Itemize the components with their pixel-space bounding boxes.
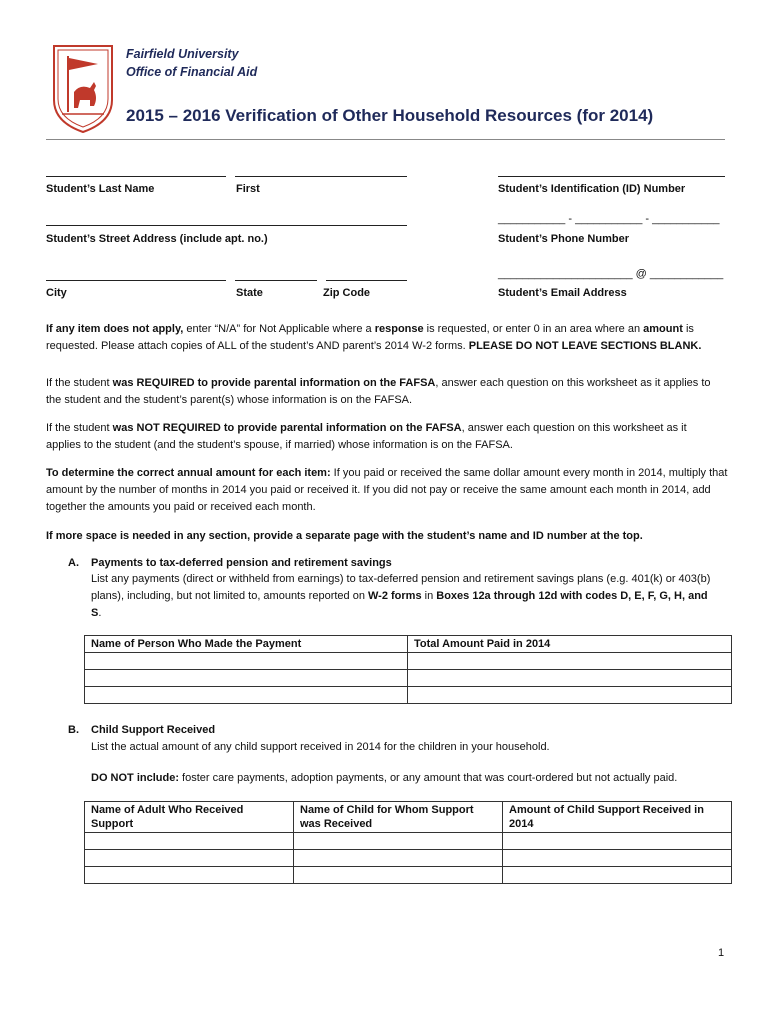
section-b-body: List the actual amount of any child support received in 2014 for the children in your household. xyxy=(91,741,550,753)
page-title: 2015 – 2016 Verification of Other Household Resources (for 2014) xyxy=(126,106,654,125)
table-header-adult: Name of Adult Who Received Support xyxy=(85,802,294,833)
instruction-na: If any item does not apply, enter “N/A” for Not Applicable where a response is requested, or enter 0 in an area where an amount is requested. Please attach copies of ALL of the student’s AND parent’s 2014 W-2 forms. PLEASE DO NOT LEAVE SECTIONS BLANK. xyxy=(46,323,702,352)
last-name-label: Student’s Last Name xyxy=(46,183,155,195)
university-seal-logo xyxy=(50,42,116,134)
zip-label: Zip Code xyxy=(323,287,371,299)
state-label: State xyxy=(236,287,263,299)
table-header-amount: Total Amount Paid in 2014 xyxy=(408,636,732,653)
child-support-table xyxy=(84,801,732,884)
table-row xyxy=(85,867,732,884)
university-name: Fairfield University xyxy=(126,47,239,61)
table-header-child: Name of Child for Whom Support was Received xyxy=(294,802,503,833)
table-row xyxy=(85,833,732,850)
instruction-more-space: If more space is needed in any section, provide a separate page with the student’s name and ID number at the top. xyxy=(46,530,643,542)
first-name-field[interactable] xyxy=(235,176,407,177)
instruction-annual-amount: To determine the correct annual amount for each item: If you paid or received the same dollar amount every month in 2014, multiply that amount by the number of months in 2014 you paid or received it. If you did not pay or receive the same amount each month in 2014, add together the amounts you paid or received each month. xyxy=(46,467,728,513)
section-b-heading: Child Support Received xyxy=(91,724,216,736)
table-row xyxy=(85,850,732,867)
table-header-support-amount: Amount of Child Support Received in 2014 xyxy=(503,802,732,833)
student-id-field[interactable] xyxy=(498,176,725,177)
street-address-label: Student’s Street Address (include apt. no.) xyxy=(46,233,268,245)
pension-payments-table xyxy=(84,635,732,704)
header-divider xyxy=(46,139,725,140)
section-a-letter: A. xyxy=(68,557,79,569)
page-number: 1 xyxy=(718,947,725,959)
table-row xyxy=(85,687,732,704)
instruction-required: If the student was REQUIRED to provide parental information on the FAFSA, answer each question on this worksheet as it applies to the student and the student’s parent(s) whose information is on the FAFSA. xyxy=(46,377,711,406)
instruction-not-required: If the student was NOT REQUIRED to provide parental information on the FAFSA, answer each question on this worksheet as it applies to the student (and the student’s spouse, if married) whose information is on the FAFSA. xyxy=(46,422,687,451)
table-row xyxy=(85,670,732,687)
section-b-letter: B. xyxy=(68,724,79,736)
street-address-field[interactable] xyxy=(46,225,407,226)
city-label: City xyxy=(46,287,67,299)
first-name-label: First xyxy=(236,183,260,195)
zip-field[interactable] xyxy=(326,280,407,281)
table-row xyxy=(85,653,732,670)
section-a-body: List any payments (direct or withheld from earnings) to tax-deferred pension and retirement savings plans (e.g. 401(k) or 403(b) plans), including, but not limited to, amounts reported on W-2 forms in Boxes 12a through 12d with codes D, E, F, G, H, and S. xyxy=(91,573,711,619)
last-name-field[interactable] xyxy=(46,176,226,177)
phone-label: Student’s Phone Number xyxy=(498,233,629,245)
state-field[interactable] xyxy=(235,280,317,281)
email-field[interactable]: ______________________ @ ____________ xyxy=(498,268,724,280)
student-id-label: Student’s Identification (ID) Number xyxy=(498,183,686,195)
city-field[interactable] xyxy=(46,280,226,281)
table-header-person: Name of Person Who Made the Payment xyxy=(85,636,408,653)
section-a-heading: Payments to tax-deferred pension and retirement savings xyxy=(91,557,392,569)
email-label: Student’s Email Address xyxy=(498,287,627,299)
section-b-exclude: DO NOT include: foster care payments, adoption payments, or any amount that was court-ordered but not actually paid. xyxy=(91,772,678,784)
phone-field[interactable]: ___________ - ___________ - ___________ xyxy=(498,213,720,225)
office-name: Office of Financial Aid xyxy=(126,65,258,79)
